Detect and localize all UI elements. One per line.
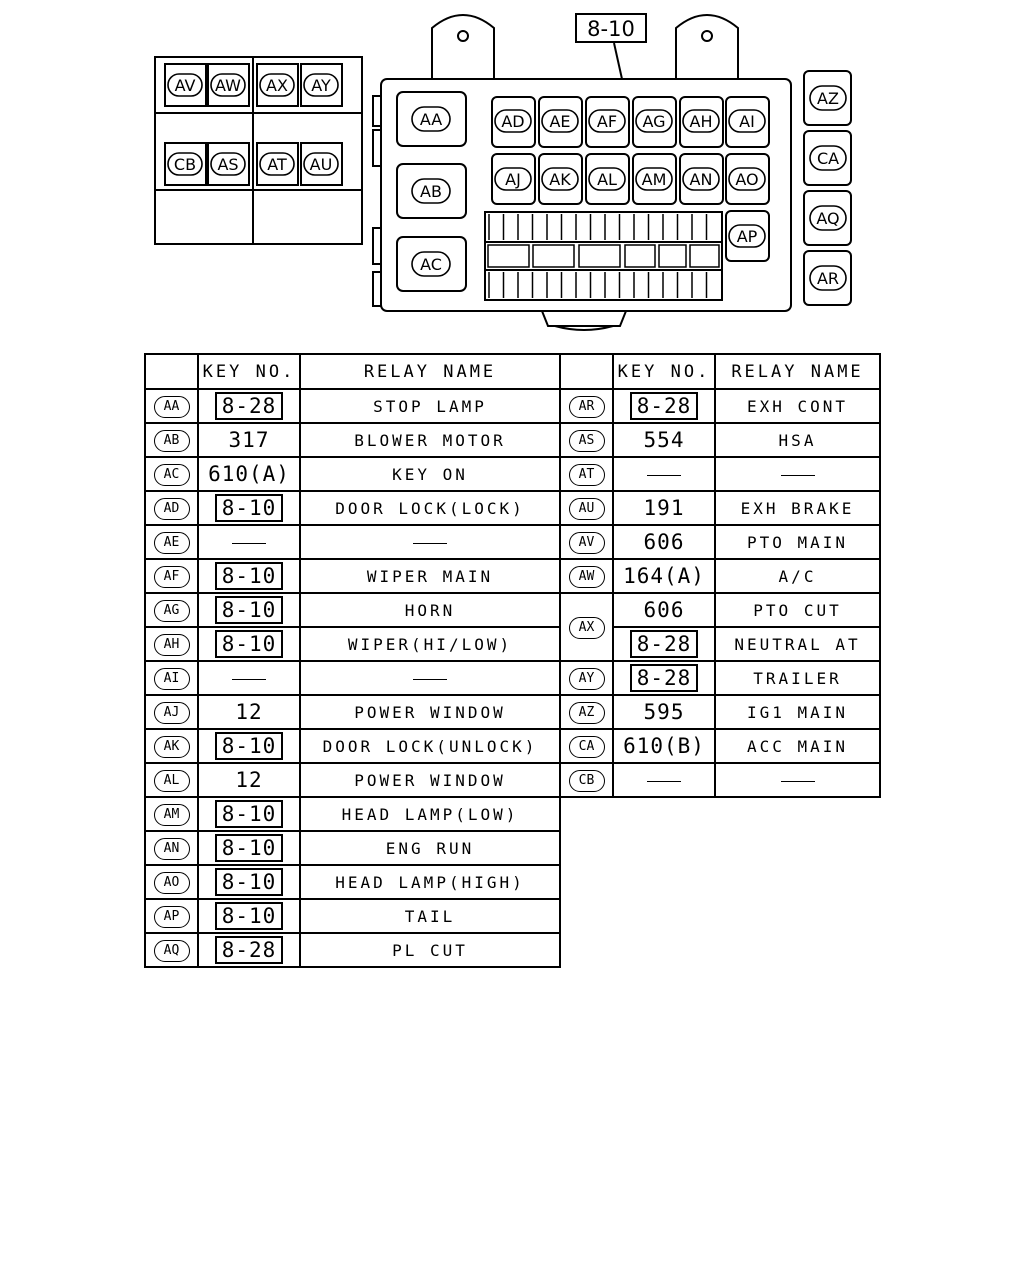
relay-name-cell (715, 491, 880, 525)
relay-label (211, 153, 245, 175)
relay-label (542, 110, 578, 132)
relay-name: ENG RUN (385, 838, 475, 858)
key-no-cell (613, 389, 715, 423)
relay-code: AS (569, 430, 605, 452)
key-no-cell (613, 457, 715, 491)
table-header-row (560, 354, 880, 389)
relay-name: TRAILER (753, 668, 842, 688)
header-relay-name: RELAY NAME (300, 354, 560, 389)
fuse-slots-bottom (489, 272, 707, 298)
table-row (145, 899, 560, 933)
relay-name: WIPER(HI/LOW) (347, 634, 513, 654)
relay-table-left-body (145, 389, 560, 967)
relay-box-diagram (0, 0, 1024, 345)
relay-name-cell (300, 831, 560, 865)
key-number: 191 (643, 496, 685, 520)
relay-label (810, 86, 846, 110)
relay-name-cell (715, 661, 880, 695)
relay-name: HEAD LAMP(HIGH) (335, 872, 525, 892)
relay-code-cell (560, 457, 613, 491)
relay-name: EXH CONT (746, 396, 849, 416)
relay-name-cell (300, 559, 560, 593)
relay-code: AF (154, 566, 190, 588)
relay-code: AP (154, 906, 190, 928)
relay-name-cell (300, 661, 560, 695)
relay-code-cell (145, 899, 198, 933)
key-no-cell (198, 933, 300, 967)
relay-name-cell (300, 899, 560, 933)
relay-code-text: AE (549, 112, 571, 131)
table-row (560, 661, 880, 695)
boxed-key-ref: 8-10 (215, 902, 284, 930)
relay-code-text: AM (641, 170, 667, 189)
relay-name: HEAD LAMP(LOW) (341, 804, 519, 824)
relay-label (168, 74, 202, 96)
relay-label (729, 225, 765, 247)
header-code (560, 354, 613, 389)
relay-label (412, 179, 450, 203)
table-row (145, 933, 560, 967)
relay-name-cell (300, 933, 560, 967)
relay-code-text: AU (309, 155, 333, 174)
fuse-slots-top (489, 214, 707, 240)
empty-name-dash (781, 475, 815, 476)
empty-name-dash (781, 781, 815, 782)
relay-code-text: AT (267, 155, 287, 174)
table-row (560, 729, 880, 763)
relay-label (636, 168, 672, 190)
relay-name-cell (715, 627, 880, 661)
relay-name: IG1 MAIN (746, 702, 849, 722)
relay-code-text: AO (735, 170, 759, 189)
relay-code-text: AS (217, 155, 239, 174)
key-number: 12 (235, 768, 263, 792)
key-number: 606 (643, 530, 685, 554)
table-header-row (145, 354, 560, 389)
key-no-cell (613, 559, 715, 593)
table-row (560, 559, 880, 593)
table-row (560, 763, 880, 797)
relay-name-cell (300, 627, 560, 661)
key-no-cell (613, 661, 715, 695)
relay-code: AK (154, 736, 190, 758)
key-no-cell (198, 831, 300, 865)
key-no-cell (613, 729, 715, 763)
relay-name-cell (715, 423, 880, 457)
key-number: 317 (228, 428, 270, 452)
relay-name: HORN (404, 600, 456, 620)
empty-key-dash (232, 679, 266, 680)
relay-label (495, 110, 531, 132)
relay-code-text: AF (596, 112, 618, 131)
relay-name: NEUTRAL AT (734, 634, 861, 654)
relay-slots (165, 64, 769, 291)
relay-name: EXH BRAKE (740, 498, 855, 518)
relay-code-cell (560, 661, 613, 695)
empty-name-dash (413, 679, 447, 680)
key-no-cell (198, 491, 300, 525)
table-row (145, 389, 560, 423)
relay-table-right (559, 353, 881, 798)
header-relay-name: RELAY NAME (715, 354, 880, 389)
key-no-cell (613, 763, 715, 797)
relay-code-cell (145, 491, 198, 525)
key-no-cell (613, 695, 715, 729)
relay-label (260, 74, 294, 96)
relay-label (304, 74, 338, 96)
key-no-cell (198, 797, 300, 831)
relay-table-right-body (560, 389, 880, 797)
key-no-cell (198, 899, 300, 933)
table-row (145, 661, 560, 695)
key-no-cell (198, 763, 300, 797)
relay-code-cell (560, 593, 613, 661)
relay-code-cell (145, 933, 198, 967)
relay-code-cell (560, 389, 613, 423)
relay-name-cell (300, 763, 560, 797)
boxed-key-ref: 8-10 (215, 630, 284, 658)
relay-name: PTO MAIN (746, 532, 849, 552)
relay-code-text: AC (420, 255, 442, 274)
relay-code: AW (569, 566, 605, 588)
relay-code-cell (560, 423, 613, 457)
relay-code-cell (145, 695, 198, 729)
relay-code-cell (560, 559, 613, 593)
relay-code: AI (154, 668, 190, 690)
relay-name: DOOR LOCK(UNLOCK) (322, 736, 538, 756)
relay-code: AB (154, 430, 190, 452)
relay-name: WIPER MAIN (366, 566, 494, 586)
key-no-cell (613, 491, 715, 525)
relay-name: KEY ON (392, 464, 468, 484)
table-row (145, 831, 560, 865)
relay-code: AG (154, 600, 190, 622)
relay-code-text: AP (736, 227, 758, 246)
relay-code: AQ (154, 940, 190, 962)
relay-name-cell (300, 491, 560, 525)
relay-code-text: AN (689, 170, 713, 189)
relay-code-text: AW (215, 76, 241, 95)
relay-code-cell (145, 389, 198, 423)
relay-code-cell (145, 559, 198, 593)
relay-name-cell (300, 593, 560, 627)
relay-code-cell (560, 729, 613, 763)
key-number: 610(B) (623, 734, 705, 758)
key-label-text: 8-10 (587, 17, 635, 41)
relay-code-cell (560, 525, 613, 559)
relay-code-text: AL (597, 170, 617, 189)
relay-name-cell (715, 695, 880, 729)
key-no-cell (613, 525, 715, 559)
table-row (145, 763, 560, 797)
key-label-callout (576, 14, 646, 42)
relay-code-cell (145, 627, 198, 661)
table-row (145, 525, 560, 559)
relay-table-left (144, 353, 561, 968)
key-no-cell (613, 593, 715, 627)
key-no-cell (613, 423, 715, 457)
key-no-cell (198, 457, 300, 491)
relay-name: BLOWER MOTOR (354, 430, 506, 450)
header-code (145, 354, 198, 389)
relay-name-cell (715, 525, 880, 559)
relay-name-cell (300, 423, 560, 457)
table-row (560, 457, 880, 491)
boxed-key-ref: 8-28 (215, 392, 284, 420)
relay-name: PTO CUT (753, 600, 842, 620)
key-no-cell (198, 627, 300, 661)
relay-code-cell (560, 763, 613, 797)
relay-code: AY (569, 668, 605, 690)
fuse-slots-middle (488, 245, 719, 267)
key-number: 595 (643, 700, 685, 724)
relay-name-cell (300, 389, 560, 423)
key-no-cell (198, 423, 300, 457)
relay-label (729, 168, 765, 190)
key-number: 606 (643, 598, 685, 622)
key-number: 610(A) (208, 462, 290, 486)
table-row (145, 559, 560, 593)
relay-code-text: AK (549, 170, 571, 189)
relay-code: AH (154, 634, 190, 656)
relay-code-text: AY (311, 76, 331, 95)
key-number: 164(A) (623, 564, 705, 588)
relay-code-text: AV (174, 76, 196, 95)
relay-code-text: AD (501, 112, 525, 131)
relay-code-cell (560, 695, 613, 729)
relay-code: AV (569, 532, 605, 554)
relay-label (729, 110, 765, 132)
boxed-key-ref: 8-28 (630, 630, 699, 658)
relay-code-cell (560, 491, 613, 525)
relay-code-cell (145, 865, 198, 899)
key-no-cell (198, 661, 300, 695)
relay-label (589, 110, 625, 132)
boxed-key-ref: 8-10 (215, 834, 284, 862)
relay-name: PL CUT (392, 940, 468, 960)
relay-code-cell (145, 457, 198, 491)
relay-code-text: AX (266, 76, 288, 95)
relay-code-text: AR (816, 269, 840, 288)
boxed-key-ref: 8-28 (215, 936, 284, 964)
relay-label (412, 252, 450, 276)
table-row (145, 797, 560, 831)
relay-name-cell (300, 457, 560, 491)
relay-label (412, 107, 450, 131)
key-number: 12 (235, 700, 263, 724)
relay-code: AL (154, 770, 190, 792)
empty-key-dash (232, 543, 266, 544)
boxed-key-ref: 8-10 (215, 562, 284, 590)
relay-code: AX (569, 617, 605, 639)
boxed-key-ref: 8-10 (215, 494, 284, 522)
table-row (145, 491, 560, 525)
key-no-cell (198, 525, 300, 559)
relay-code: AU (569, 498, 605, 520)
relay-label (810, 266, 846, 290)
relay-label (168, 153, 202, 175)
relay-code-cell (145, 593, 198, 627)
key-no-cell (198, 695, 300, 729)
relay-code-text: AJ (505, 170, 521, 189)
relay-label (636, 110, 672, 132)
key-no-cell (613, 627, 715, 661)
empty-key-dash (647, 781, 681, 782)
relay-label (810, 146, 846, 170)
relay-code: AM (154, 804, 190, 826)
relay-name-cell (715, 457, 880, 491)
table-row (145, 865, 560, 899)
relay-code-text: AQ (816, 209, 840, 228)
relay-name: POWER WINDOW (354, 770, 506, 790)
relay-name: STOP LAMP (373, 396, 487, 416)
relay-label (589, 168, 625, 190)
header-key-no: KEY NO. (613, 354, 715, 389)
relay-code: AE (154, 532, 190, 554)
relay-code: AR (569, 396, 605, 418)
empty-key-dash (647, 475, 681, 476)
relay-code: CA (569, 736, 605, 758)
table-row (560, 525, 880, 559)
relay-code-cell (145, 423, 198, 457)
relay-code: AZ (569, 702, 605, 724)
relay-code-cell (145, 729, 198, 763)
relay-code-cell (145, 831, 198, 865)
relay-name-cell (300, 525, 560, 559)
relay-code: AN (154, 838, 190, 860)
empty-name-dash (413, 543, 447, 544)
relay-code-cell (145, 661, 198, 695)
key-no-cell (198, 729, 300, 763)
boxed-key-ref: 8-10 (215, 868, 284, 896)
relay-name-cell (715, 389, 880, 423)
relay-name: ACC MAIN (746, 736, 849, 756)
relay-code-cell (145, 797, 198, 831)
key-no-cell (198, 865, 300, 899)
relay-code-text: CA (816, 149, 840, 168)
key-number: 554 (643, 428, 685, 452)
table-row (560, 491, 880, 525)
relay-label (495, 168, 531, 190)
relay-code: AO (154, 872, 190, 894)
relay-name-cell (715, 729, 880, 763)
relay-code: AC (154, 464, 190, 486)
table-row (145, 695, 560, 729)
table-row (145, 593, 560, 627)
relay-name-cell (300, 729, 560, 763)
key-no-cell (198, 593, 300, 627)
relay-code: AJ (154, 702, 190, 724)
relay-label (211, 74, 245, 96)
boxed-key-ref: 8-28 (630, 664, 699, 692)
table-row (560, 423, 880, 457)
relay-name-cell (715, 593, 880, 627)
table-row (145, 423, 560, 457)
relay-code-text: AZ (817, 89, 839, 108)
relay-code-text: AH (689, 112, 713, 131)
relay-label (683, 110, 719, 132)
relay-code: AA (154, 396, 190, 418)
relay-label (810, 206, 846, 230)
relay-name-cell (300, 695, 560, 729)
boxed-key-ref: 8-10 (215, 596, 284, 624)
table-row (560, 695, 880, 729)
relay-name-cell (300, 865, 560, 899)
relay-label (542, 168, 578, 190)
relay-name: TAIL (404, 906, 456, 926)
table-row (560, 389, 880, 423)
boxed-key-ref: 8-10 (215, 800, 284, 828)
relay-name-cell (715, 559, 880, 593)
relay-label (304, 153, 338, 175)
relay-code: AD (154, 498, 190, 520)
header-key-no: KEY NO. (198, 354, 300, 389)
relay-label (683, 168, 719, 190)
relay-code-text: AG (642, 112, 666, 131)
relay-code-cell (145, 525, 198, 559)
relay-label (260, 153, 294, 175)
relay-name: POWER WINDOW (354, 702, 506, 722)
table-row (145, 729, 560, 763)
relay-code-text: AA (419, 110, 443, 129)
key-no-cell (198, 389, 300, 423)
relay-code: CB (569, 770, 605, 792)
relay-code-text: AI (739, 112, 755, 131)
table-row (145, 457, 560, 491)
key-no-cell (198, 559, 300, 593)
table-row (560, 593, 880, 627)
relay-code-text: CB (173, 155, 197, 174)
table-row (145, 627, 560, 661)
relay-name-cell (715, 763, 880, 797)
relay-name-cell (300, 797, 560, 831)
relay-name: DOOR LOCK(LOCK) (335, 498, 525, 518)
relay-name: A/C (778, 566, 817, 586)
boxed-key-ref: 8-28 (630, 392, 699, 420)
relay-code: AT (569, 464, 605, 486)
boxed-key-ref: 8-10 (215, 732, 284, 760)
relay-code-cell (145, 763, 198, 797)
relay-name: HSA (778, 430, 817, 450)
relay-code-text: AB (420, 182, 442, 201)
